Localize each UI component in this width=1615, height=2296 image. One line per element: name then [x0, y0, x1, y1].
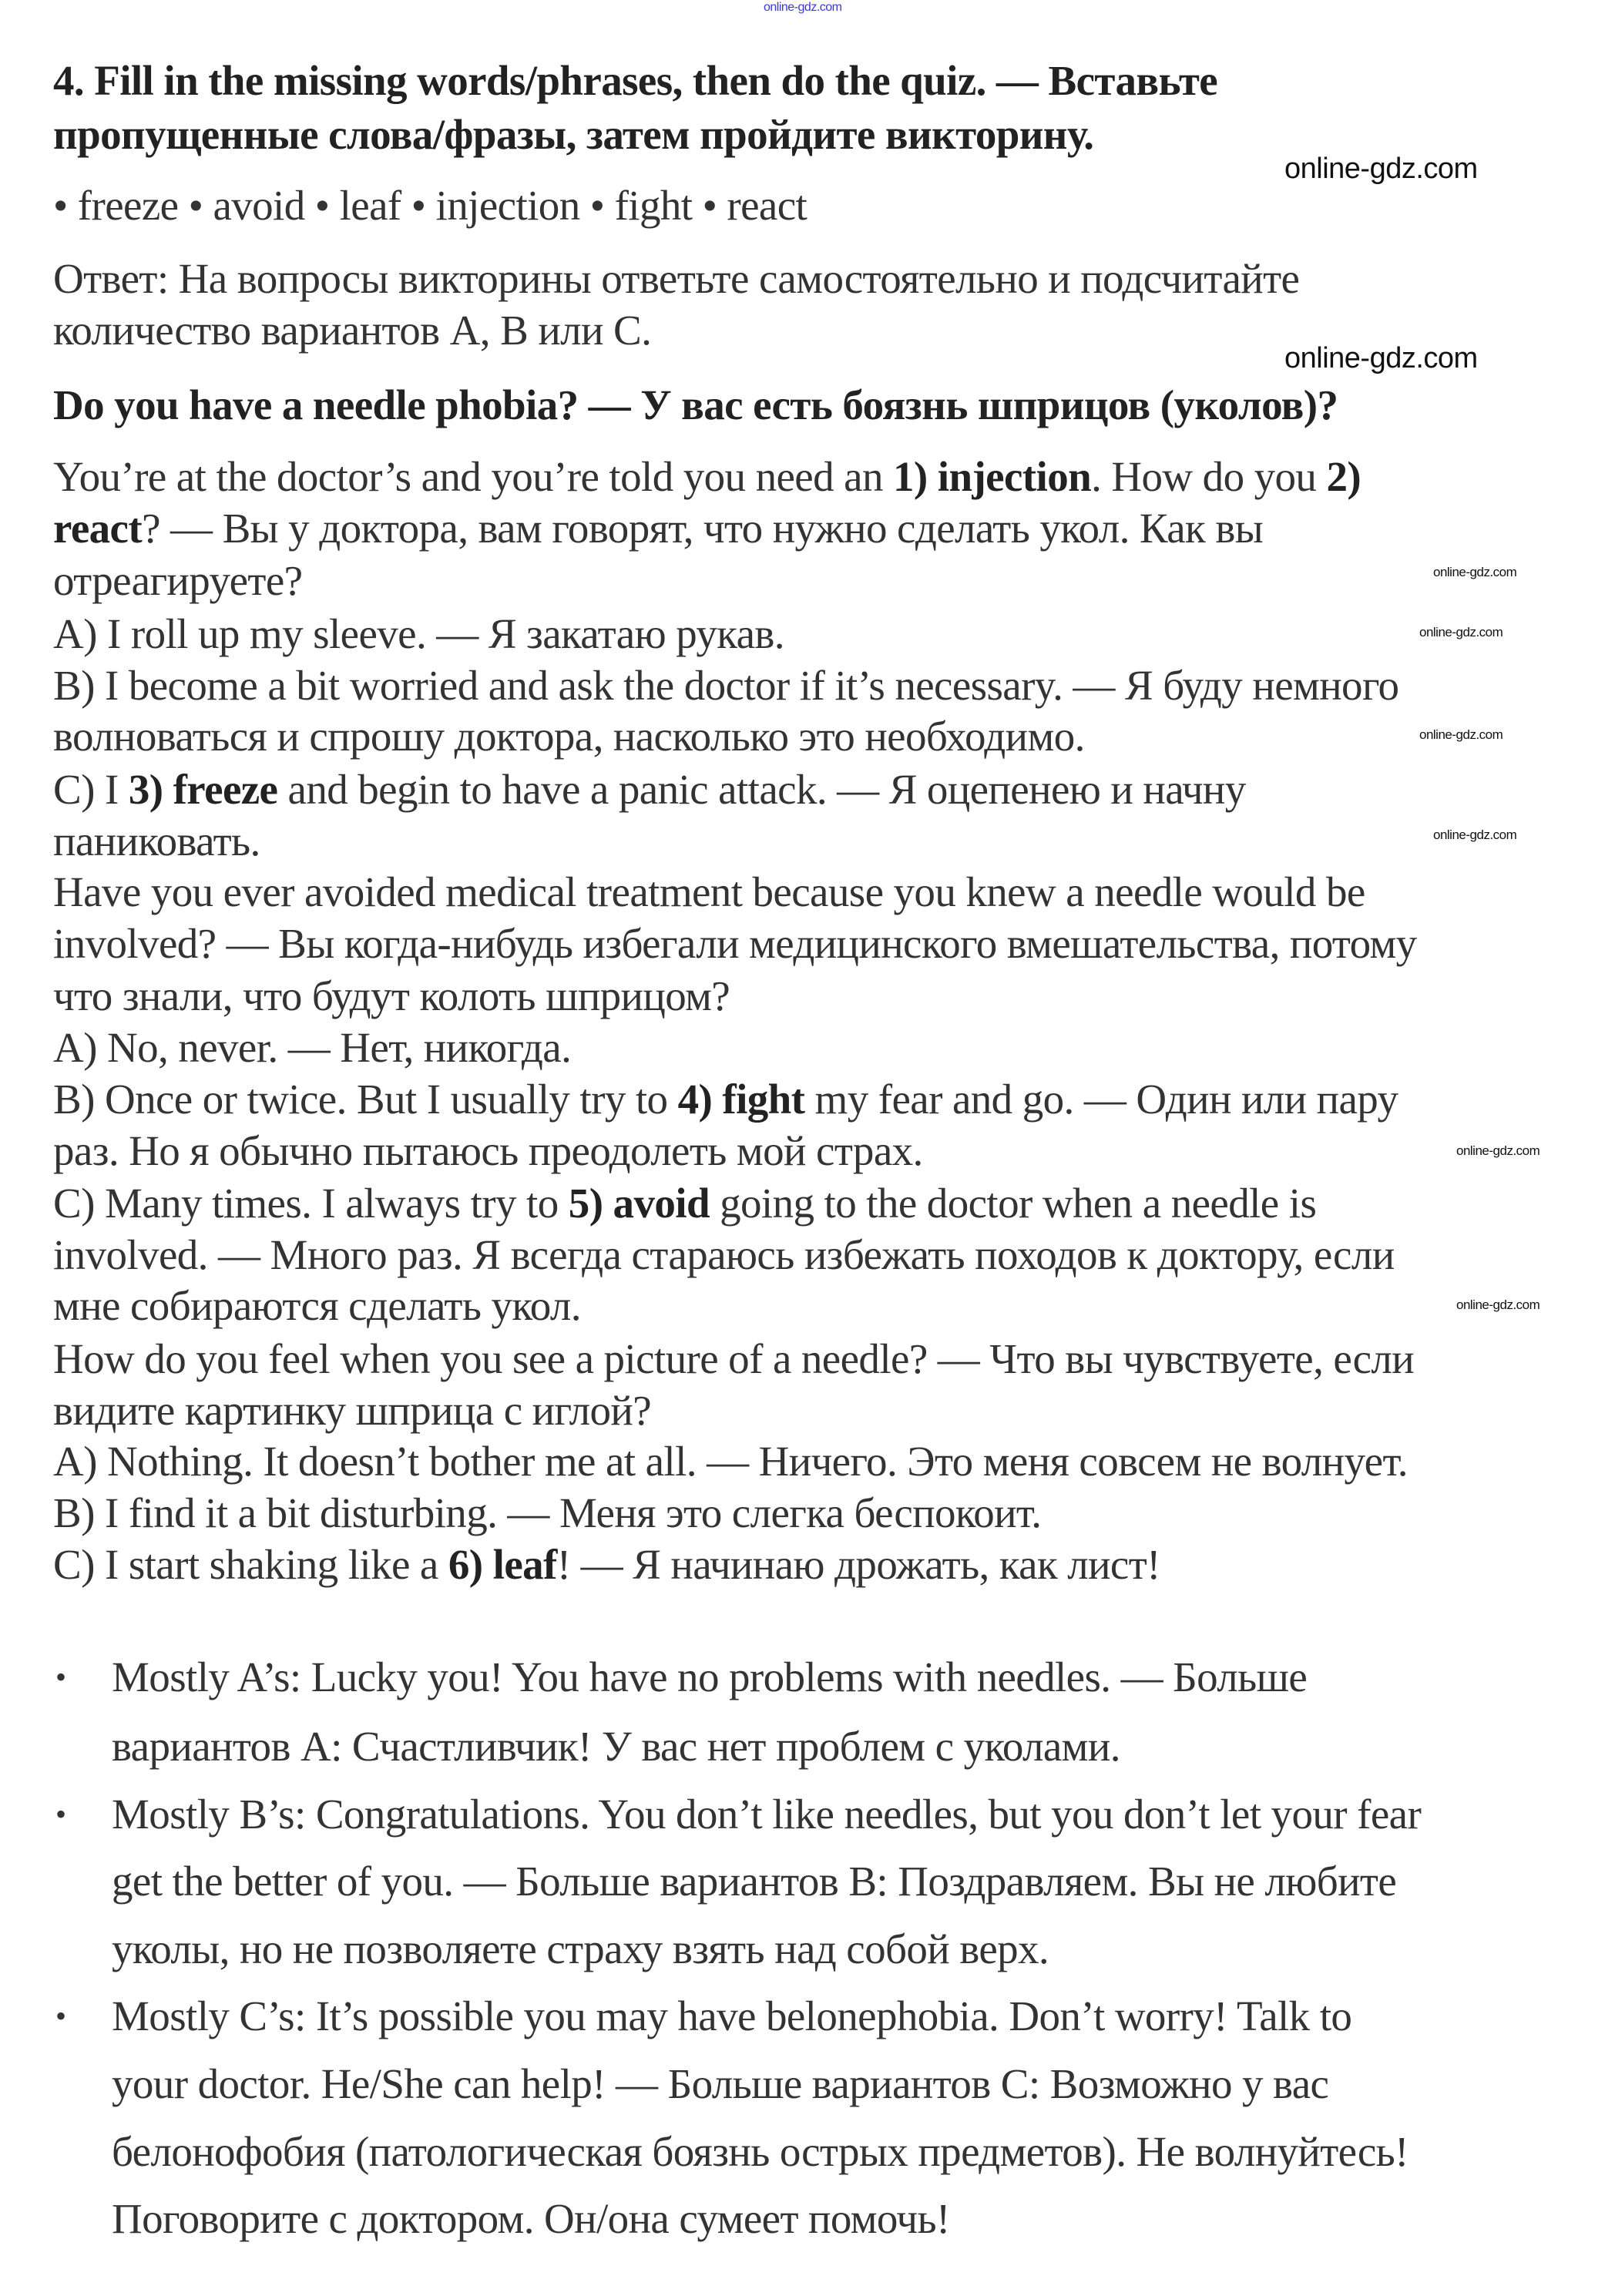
option-a: A) Nothing. It doesn’t bother me at all. — Ничего. Это меня совсем не волнует. — [53, 1438, 1408, 1485]
answer-word: 3) freeze — [128, 766, 278, 813]
watermark: online-gdz.com — [1456, 1143, 1540, 1158]
result-line: your doctor. He/She can help! — Больше вариантов С: Возможно у вас — [112, 2060, 1329, 2107]
result-line: Mostly A’s: Lucky you! You have no problems with needles. — Больше — [112, 1653, 1308, 1700]
answer-line: Ответ: На вопросы викторины ответьте самостоятельно и подсчитайте — [53, 255, 1300, 302]
watermark: online-gdz.com — [1433, 565, 1517, 579]
text: B) Once or twice. But I usually try to — [53, 1076, 678, 1123]
answer-line: количество вариантов А, В или С. — [53, 307, 652, 354]
option-c — [53, 1180, 1316, 1227]
bullet-icon: • — [55, 1797, 67, 1831]
heading-line: 4. Fill in the missing words/phrases, then do the quiz. — Вставьте — [53, 57, 1218, 104]
answer-word: 6) leaf — [448, 1541, 557, 1588]
result-line: Mostly B’s: Congratulations. You don’t like needles, but you don’t let your fear — [112, 1791, 1422, 1838]
text: C) Many times. I always try to — [53, 1180, 569, 1227]
result-line: get the better of you. — Больше вариантов В: Поздравляем. Вы не любите — [112, 1858, 1397, 1905]
result-line: Поговорите с доктором. Он/она сумеет помочь! — [112, 2195, 950, 2242]
answer-word: 5) avoid — [568, 1180, 710, 1227]
watermark: online-gdz.com — [1456, 1297, 1540, 1312]
answer-word: react — [53, 505, 143, 552]
bullet-icon: • — [55, 1999, 67, 2033]
text: C) I start shaking like a — [53, 1541, 448, 1588]
question-line: How do you feel when you see a picture of a needle? — Что вы чувствуете, если — [53, 1335, 1415, 1382]
option-a: A) I roll up my sleeve. — Я закатаю рукав. — [53, 610, 784, 657]
answer-number: 2) — [1326, 453, 1362, 500]
question-line: Have you ever avoided medical treatment because you knew a needle would be — [53, 868, 1365, 915]
option-b: раз. Но я обычно пытаюсь преодолеть мой страх. — [53, 1127, 923, 1174]
question-line: отреагируете? — [53, 557, 303, 604]
question-line: что знали, что будут колоть шприцом? — [53, 972, 730, 1019]
word-bank: • freeze • avoid • leaf • injection • fight • react — [53, 182, 808, 229]
option-c: паниковать. — [53, 817, 260, 864]
watermark: online-gdz.com — [1284, 153, 1478, 185]
bullet-icon: • — [55, 1660, 67, 1694]
heading-line: пропущенные слова/фразы, затем пройдите викторину. — [53, 111, 1094, 158]
answer-word: 4) fight — [677, 1076, 805, 1123]
option-c: мне собираются сделать укол. — [53, 1282, 581, 1329]
text: C) I — [53, 766, 129, 813]
text: ! — Я начинаю дрожать, как лист! — [556, 1541, 1160, 1588]
text: and begin to have a panic attack. — Я оцепенею и начну — [277, 766, 1246, 813]
question-line: involved? — Вы когда-нибудь избегали медицинского вмешательства, потому — [53, 920, 1417, 967]
option-c: involved. — Много раз. Я всегда стараюсь избежать походов к доктору, если — [53, 1231, 1395, 1278]
result-line: вариантов А: Счастливчик! У вас нет проблем с уколами. — [112, 1723, 1120, 1770]
option-b: B) I become a bit worried and ask the doctor if it’s necessary. — Я буду немного — [53, 662, 1399, 709]
text: . How do you — [1091, 453, 1327, 500]
watermark: online-gdz.com — [1433, 827, 1517, 842]
watermark: online-gdz.com — [1284, 342, 1478, 374]
question-line — [53, 454, 1361, 500]
option-c — [53, 1542, 1160, 1588]
option-b — [53, 1076, 1398, 1123]
answer-word: 1) injection — [893, 453, 1092, 500]
result-line: Mostly C’s: It’s possible you may have belonephobia. Don’t worry! Talk to — [112, 1992, 1352, 2039]
header-watermark: online-gdz.com — [764, 1, 842, 14]
question-line: видите картинку шприца с иглой? — [53, 1387, 652, 1434]
option-b: волноваться и спрошу доктора, насколько это необходимо. — [53, 713, 1085, 760]
option-c — [53, 767, 1246, 813]
text: You’re at the doctor’s and you’re told you need an — [53, 453, 894, 500]
text: ? — Вы у доктора, вам говорят, что нужно сделать укол. Как вы — [142, 505, 1264, 552]
question-line — [53, 505, 1263, 552]
result-line: белонофобия (патологическая боязнь острых предметов). Не волнуйтесь! — [112, 2128, 1409, 2175]
result-line: уколы, но не позволяете страху взять над собой верх. — [112, 1925, 1049, 1972]
text: my fear and go. — Один или пару — [804, 1076, 1398, 1123]
quiz-title: Do you have a needle phobia? — У вас есть боязнь шприцов (уколов)? — [53, 381, 1338, 428]
option-a: A) No, never. — Нет, никогда. — [53, 1024, 572, 1071]
watermark: online-gdz.com — [1419, 625, 1503, 639]
option-b: B) I find it a bit disturbing. — Меня это слегка беспокоит. — [53, 1489, 1042, 1536]
watermark: online-gdz.com — [1419, 727, 1503, 742]
text: going to the doctor when a needle is — [709, 1180, 1317, 1227]
